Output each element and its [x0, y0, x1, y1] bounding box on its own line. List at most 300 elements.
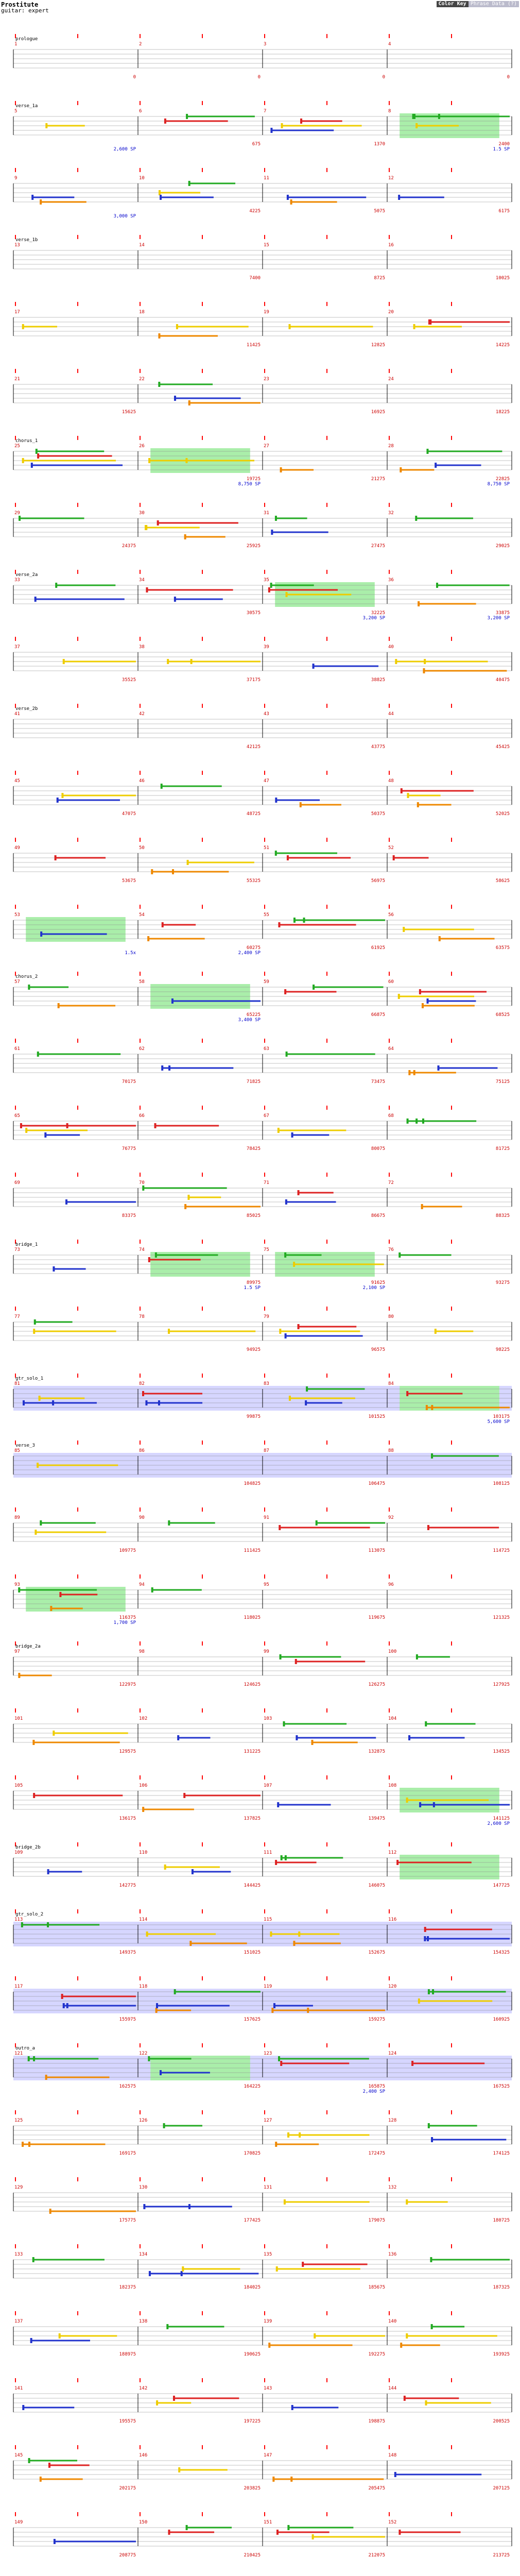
note-gem — [155, 1252, 157, 1258]
note-gem — [406, 2199, 408, 2205]
measure-number: 15 — [264, 243, 269, 248]
note-gem — [34, 1530, 37, 1535]
measure-score: 109775 — [119, 1548, 136, 1553]
measure-score: 29025 — [495, 544, 510, 549]
note-gem — [45, 123, 47, 128]
measure-score: 81725 — [495, 1146, 510, 1151]
measure-score: 65225 — [246, 1012, 261, 1018]
measure-number: 132 — [388, 2185, 397, 2190]
section-label: verse_2a — [15, 572, 38, 578]
measure-number: 150 — [139, 2520, 148, 2525]
measure-number: 138 — [139, 2319, 148, 2324]
measure-score: 146075 — [368, 1883, 385, 1888]
note-gem — [283, 1721, 285, 1726]
measure-number: 40 — [388, 645, 394, 650]
measure-number: 152 — [388, 2520, 397, 2525]
measure-number: 87 — [264, 1448, 269, 1453]
measure-score: 157625 — [244, 2017, 261, 2022]
note-gem — [31, 195, 33, 200]
sp-value: 3,400 SP — [238, 1018, 261, 1023]
measure-number: 126 — [139, 2118, 148, 2123]
measure-number: 1 — [14, 42, 18, 47]
measure-score: 12825 — [371, 343, 385, 348]
measure-score: 126275 — [368, 1682, 385, 1687]
measure-score: 63575 — [495, 945, 510, 951]
note-gem — [31, 463, 33, 468]
note-gem — [271, 530, 273, 535]
section-label: verse_1b — [15, 238, 38, 243]
measure-number: 108 — [388, 1783, 397, 1788]
measure-number: 61 — [14, 1046, 20, 1052]
note-gem — [155, 2008, 158, 2013]
measure-number: 38 — [139, 645, 145, 650]
measure-score: 170825 — [244, 2151, 261, 2156]
note-gem — [284, 2199, 286, 2205]
measure-number: 55 — [264, 912, 269, 918]
section-label: chorus_2 — [15, 974, 38, 979]
measure-score: 16925 — [371, 410, 385, 415]
measure-number: 97 — [14, 1649, 20, 1654]
note-gem — [187, 860, 189, 865]
measure-score: 139475 — [368, 1816, 385, 1821]
note-gem — [53, 1731, 55, 1736]
note-gem — [287, 195, 289, 200]
measure-score: 188975 — [119, 2352, 136, 2357]
measure-number: 24 — [388, 377, 394, 382]
note-gem — [293, 1941, 295, 1946]
measure-score: 205475 — [368, 2486, 385, 2491]
note-gem — [145, 525, 147, 530]
note-gem — [293, 918, 296, 923]
note-gem — [419, 1802, 421, 1807]
note-gem — [59, 1592, 61, 1597]
measure-number: 21 — [14, 377, 20, 382]
measure-score: 164225 — [244, 2084, 261, 2089]
measure-score: 198875 — [368, 2419, 385, 2424]
measure-score: 169175 — [119, 2151, 136, 2156]
measure-number: 37 — [14, 645, 20, 650]
note-gem — [30, 2338, 32, 2343]
note-gem — [270, 128, 272, 133]
measure-score: 96575 — [371, 1347, 385, 1352]
measure-number: 4 — [388, 42, 391, 47]
note-gem — [419, 989, 421, 994]
measure-number: 27 — [264, 444, 269, 449]
note-gem — [393, 855, 395, 860]
note-gem — [279, 1329, 281, 1334]
note-gem — [48, 2463, 50, 2468]
measure-number: 102 — [139, 1716, 148, 1721]
sp-value: 2,400 SP — [238, 951, 261, 956]
note-gem — [148, 1257, 150, 1262]
measure-number: 5 — [14, 109, 18, 114]
measure-score: 27475 — [371, 544, 385, 549]
measure-score: 114725 — [493, 1548, 510, 1553]
measure-score: 91625 — [371, 1280, 385, 1285]
note-gem — [300, 802, 302, 807]
measure-number: 9 — [14, 176, 18, 181]
note-gem — [177, 1735, 179, 1740]
note-gem — [316, 1520, 318, 1526]
measure-score: 48725 — [246, 811, 261, 817]
phrase-data-link[interactable]: Phrase Data (?) — [469, 1, 519, 7]
note-gem — [426, 1405, 428, 1410]
note-gem — [142, 1185, 144, 1191]
note-gem — [187, 1195, 189, 1200]
note-gem — [287, 2525, 289, 2530]
measure-score: 116375 — [119, 1615, 136, 1620]
note-gem — [66, 1123, 68, 1128]
measure-score: 99875 — [246, 1414, 261, 1419]
measure-score: 136175 — [119, 1816, 136, 1821]
measure-score: 78425 — [246, 1146, 261, 1151]
measure-number: 25 — [14, 444, 20, 449]
note-gem — [428, 1989, 430, 1994]
note-gem — [22, 324, 24, 329]
note-gem — [272, 2477, 274, 2482]
measure-score: 101525 — [368, 1414, 385, 1419]
measure-number: 26 — [139, 444, 145, 449]
note-gem — [157, 520, 159, 526]
measure-score: 154325 — [493, 1950, 510, 1955]
measure-score: 207125 — [493, 2486, 510, 2491]
note-gem — [406, 1798, 408, 1803]
measure-score: 76775 — [122, 1146, 136, 1151]
note-gem — [401, 788, 403, 793]
measure-number: 83 — [264, 1381, 269, 1386]
measure-number: 107 — [264, 1783, 272, 1788]
measure-number: 29 — [14, 511, 20, 516]
measure-number: 57 — [14, 979, 20, 985]
measure-score: 35525 — [122, 677, 136, 683]
measure-number: 149 — [14, 2520, 23, 2525]
note-gem — [436, 583, 438, 588]
measure-number: 75 — [264, 1247, 269, 1252]
measure-number: 103 — [264, 1716, 272, 1721]
note-gem — [55, 583, 57, 588]
measure-score: 24375 — [122, 544, 136, 549]
note-gem — [160, 2070, 162, 2075]
measure-score: 137825 — [244, 1816, 261, 1821]
measure-number: 35 — [264, 578, 269, 583]
note-gem — [400, 2343, 402, 2348]
note-gem — [161, 784, 163, 789]
section-label: verse_2b — [15, 706, 38, 711]
measure-score: 68525 — [495, 1012, 510, 1018]
measure-number: 41 — [14, 711, 20, 717]
measure-score: 104825 — [244, 1481, 261, 1486]
measure-score: 80075 — [371, 1146, 385, 1151]
measure-score: 45425 — [495, 744, 510, 750]
note-gem — [278, 1128, 280, 1133]
measure-score: 73475 — [371, 1079, 385, 1084]
note-gem — [280, 1654, 282, 1659]
note-gem — [40, 931, 42, 937]
section-label: gtr_solo_1 — [15, 1376, 44, 1381]
measure-score: 38825 — [371, 677, 385, 683]
note-gem — [25, 1128, 27, 1133]
measure-number: 119 — [264, 1984, 272, 1989]
measure-number: 64 — [388, 1046, 394, 1052]
measure-number: 8 — [388, 109, 391, 114]
measure-number: 123 — [264, 2051, 272, 2056]
measure-score: 66875 — [371, 1012, 385, 1018]
note-gem — [433, 1802, 435, 1807]
measure-score: 187325 — [493, 2285, 510, 2290]
note-gem — [408, 1735, 410, 1740]
note-gem — [396, 1860, 398, 1865]
measure-score: 89975 — [246, 1280, 261, 1285]
note-gem — [268, 2343, 270, 2348]
measure-score: 132875 — [368, 1749, 385, 1754]
measure-number: 20 — [388, 310, 394, 315]
measure-score: 190625 — [244, 2352, 261, 2357]
note-gem — [19, 516, 21, 521]
measure-score: 103175 — [493, 1414, 510, 1419]
measure-number: 124 — [388, 2051, 397, 2056]
sp-value: 8,750 SP — [238, 482, 261, 487]
note-gem — [183, 1793, 185, 1798]
note-gem — [37, 453, 39, 459]
measure-score: 182375 — [119, 2285, 136, 2290]
measure-number: 141 — [14, 2386, 23, 2391]
note-gem — [398, 994, 400, 999]
measure-number: 145 — [14, 2453, 23, 2458]
measure-number: 106 — [139, 1783, 148, 1788]
measure-number: 122 — [139, 2051, 148, 2056]
measure-number: 98 — [139, 1649, 145, 1654]
measure-number: 18 — [139, 310, 145, 315]
measure-number: 112 — [388, 1850, 397, 1855]
measure-number: 13 — [14, 243, 20, 248]
measure-score: 5075 — [374, 209, 385, 214]
measure-score: 70175 — [122, 1079, 136, 1084]
note-gem — [280, 467, 282, 472]
sp-value: 2,600 SP — [113, 147, 136, 152]
sp-value: 1,700 SP — [113, 1620, 136, 1625]
measure-score: 0 — [507, 75, 510, 80]
measure-number: 109 — [14, 1850, 23, 1855]
measure-score: 37175 — [246, 677, 261, 683]
measure-number: 53 — [14, 912, 20, 918]
note-gem — [286, 1052, 288, 1057]
note-gem — [148, 2056, 150, 2061]
note-gem — [275, 851, 277, 856]
measure-score: 151025 — [244, 1950, 261, 1955]
note-gem — [146, 587, 148, 592]
measure-number: 113 — [14, 1917, 23, 1922]
note-gem — [18, 1587, 20, 1592]
measure-score: 149375 — [119, 1950, 136, 1955]
measure-number: 128 — [388, 2118, 397, 2123]
measure-number: 130 — [139, 2185, 148, 2190]
note-gem — [411, 2061, 413, 2066]
sp-value: 3,000 SP — [113, 214, 136, 219]
measure-number: 67 — [264, 1113, 269, 1118]
note-gem — [298, 1324, 300, 1329]
measure-number: 82 — [139, 1381, 145, 1386]
note-gem — [158, 382, 160, 387]
measure-score: 7400 — [249, 276, 261, 281]
measure-number: 19 — [264, 310, 269, 315]
measure-score: 160925 — [493, 2017, 510, 2022]
measure-score: 119675 — [368, 1615, 385, 1620]
measure-score: 129575 — [119, 1749, 136, 1754]
measure-score: 192275 — [368, 2352, 385, 2357]
measure-number: 10 — [139, 176, 145, 181]
note-gem — [174, 396, 176, 401]
sp-value: 8,750 SP — [487, 482, 510, 487]
measure-score: 208775 — [119, 2553, 136, 2558]
note-gem — [422, 1003, 424, 1008]
measure-score: 134525 — [493, 1749, 510, 1754]
note-gem — [18, 1673, 20, 1678]
song-title: Prostitute — [1, 1, 39, 8]
measure-score: 60275 — [246, 945, 261, 951]
note-gem — [417, 802, 419, 807]
measure-score: 33875 — [495, 611, 510, 616]
section-label: bridge_1 — [15, 1242, 38, 1247]
note-gem — [275, 2142, 277, 2147]
measure-number: 148 — [388, 2453, 397, 2458]
note-gem — [279, 1525, 281, 1530]
measure-number: 81 — [14, 1381, 20, 1386]
note-gem — [288, 324, 290, 329]
sp-value: 2,100 SP — [362, 1285, 385, 1291]
note-gem — [159, 190, 161, 195]
section-label: bridge_2a — [15, 1644, 41, 1649]
note-gem — [398, 1252, 401, 1258]
measure-number: 22 — [139, 377, 145, 382]
section-label: chorus_1 — [15, 438, 38, 444]
note-gem — [59, 2333, 61, 2338]
measure-number: 7 — [264, 109, 267, 114]
measure-number: 32 — [388, 511, 394, 516]
measure-score: 174125 — [493, 2151, 510, 2156]
note-gem — [270, 583, 272, 588]
note-gem — [164, 1865, 166, 1870]
measure-score: 210425 — [244, 2553, 261, 2558]
note-gem — [171, 998, 174, 1004]
note-gem — [61, 793, 63, 798]
measure-score: 185675 — [368, 2285, 385, 2290]
measure-score: 83375 — [122, 1213, 136, 1218]
instrument-difficulty: guitar: expert — [1, 7, 49, 14]
measure-score: 212075 — [368, 2553, 385, 2558]
measure-score: 21275 — [371, 477, 385, 482]
measure-number: 33 — [14, 578, 20, 583]
measure-number: 66 — [139, 1113, 145, 1118]
note-gem — [273, 2003, 275, 2008]
measure-number: 110 — [139, 1850, 148, 1855]
measure-number: 69 — [14, 1180, 20, 1185]
measure-score: 10025 — [495, 276, 510, 281]
note-gem — [278, 922, 280, 927]
note-gem — [270, 1931, 272, 1937]
note-gem — [145, 1400, 147, 1405]
measure-score: 142775 — [119, 1883, 136, 1888]
measure-score: 18225 — [495, 410, 510, 415]
measure-number: 14 — [139, 243, 145, 248]
note-gem — [287, 2132, 289, 2138]
section-label: prologue — [15, 37, 38, 42]
measure-number: 80 — [388, 1314, 394, 1319]
measure-score: 85025 — [246, 1213, 261, 1218]
note-gem — [151, 869, 153, 874]
measure-number: 60 — [388, 979, 394, 985]
note-gem — [174, 1989, 176, 1994]
note-gem — [268, 587, 270, 592]
note-gem — [275, 1860, 277, 1865]
note-gem — [285, 1333, 287, 1338]
section-label: verse_3 — [15, 1443, 35, 1448]
measure-score: 111425 — [244, 1548, 261, 1553]
measure-score: 175775 — [119, 2218, 136, 2223]
note-gem — [36, 449, 38, 454]
measure-number: 92 — [388, 1515, 394, 1520]
measure-score: 141125 — [493, 1816, 510, 1821]
note-gem — [312, 2534, 314, 2539]
measure-score: 40475 — [495, 677, 510, 683]
measure-score: 106475 — [368, 1481, 385, 1486]
measure-score: 147725 — [493, 1883, 510, 1888]
measure-score: 32225 — [371, 611, 385, 616]
note-gem — [415, 123, 418, 128]
measure-number: 101 — [14, 1716, 23, 1721]
note-gem — [160, 195, 162, 200]
measure-score: 162575 — [119, 2084, 136, 2089]
note-gem — [307, 2008, 309, 2013]
note-gem — [44, 1132, 46, 1138]
measure-number: 151 — [264, 2520, 272, 2525]
note-gem — [22, 458, 24, 463]
note-gem — [65, 1199, 67, 1205]
measure-score: 11425 — [246, 343, 261, 348]
measure-score: 47075 — [122, 811, 136, 817]
note-gem — [23, 1400, 25, 1405]
measure-score: 122975 — [119, 1682, 136, 1687]
note-gem — [142, 1807, 144, 1812]
measure-number: 118 — [139, 1984, 148, 1989]
color-key-label[interactable]: Color Key — [437, 1, 469, 7]
measure-number: 52 — [388, 845, 394, 851]
measure-number: 16 — [388, 243, 394, 248]
note-gem — [22, 2142, 24, 2147]
note-gem — [432, 1989, 434, 1994]
measure-score: 98225 — [495, 1347, 510, 1352]
measure-number: 58 — [139, 979, 145, 985]
note-gem — [281, 123, 283, 128]
measure-score: 203825 — [244, 2486, 261, 2491]
note-gem — [416, 1654, 418, 1659]
note-gem — [287, 855, 289, 860]
note-gem — [298, 1190, 300, 1195]
note-gem — [142, 1391, 144, 1396]
note-gem — [28, 2056, 30, 2061]
measure-number: 63 — [264, 1046, 269, 1052]
measure-score: 50375 — [371, 811, 385, 817]
measure-number: 59 — [264, 979, 269, 985]
measure-number: 140 — [388, 2319, 397, 2324]
note-gem — [427, 1936, 429, 1941]
note-gem — [147, 936, 149, 941]
section-label: verse_1a — [15, 104, 38, 109]
note-gem — [275, 798, 277, 803]
note-gem — [148, 458, 150, 463]
section-label: gtr_solo_2 — [15, 1912, 44, 1917]
note-gem — [166, 2324, 168, 2329]
note-gem — [314, 2333, 316, 2338]
